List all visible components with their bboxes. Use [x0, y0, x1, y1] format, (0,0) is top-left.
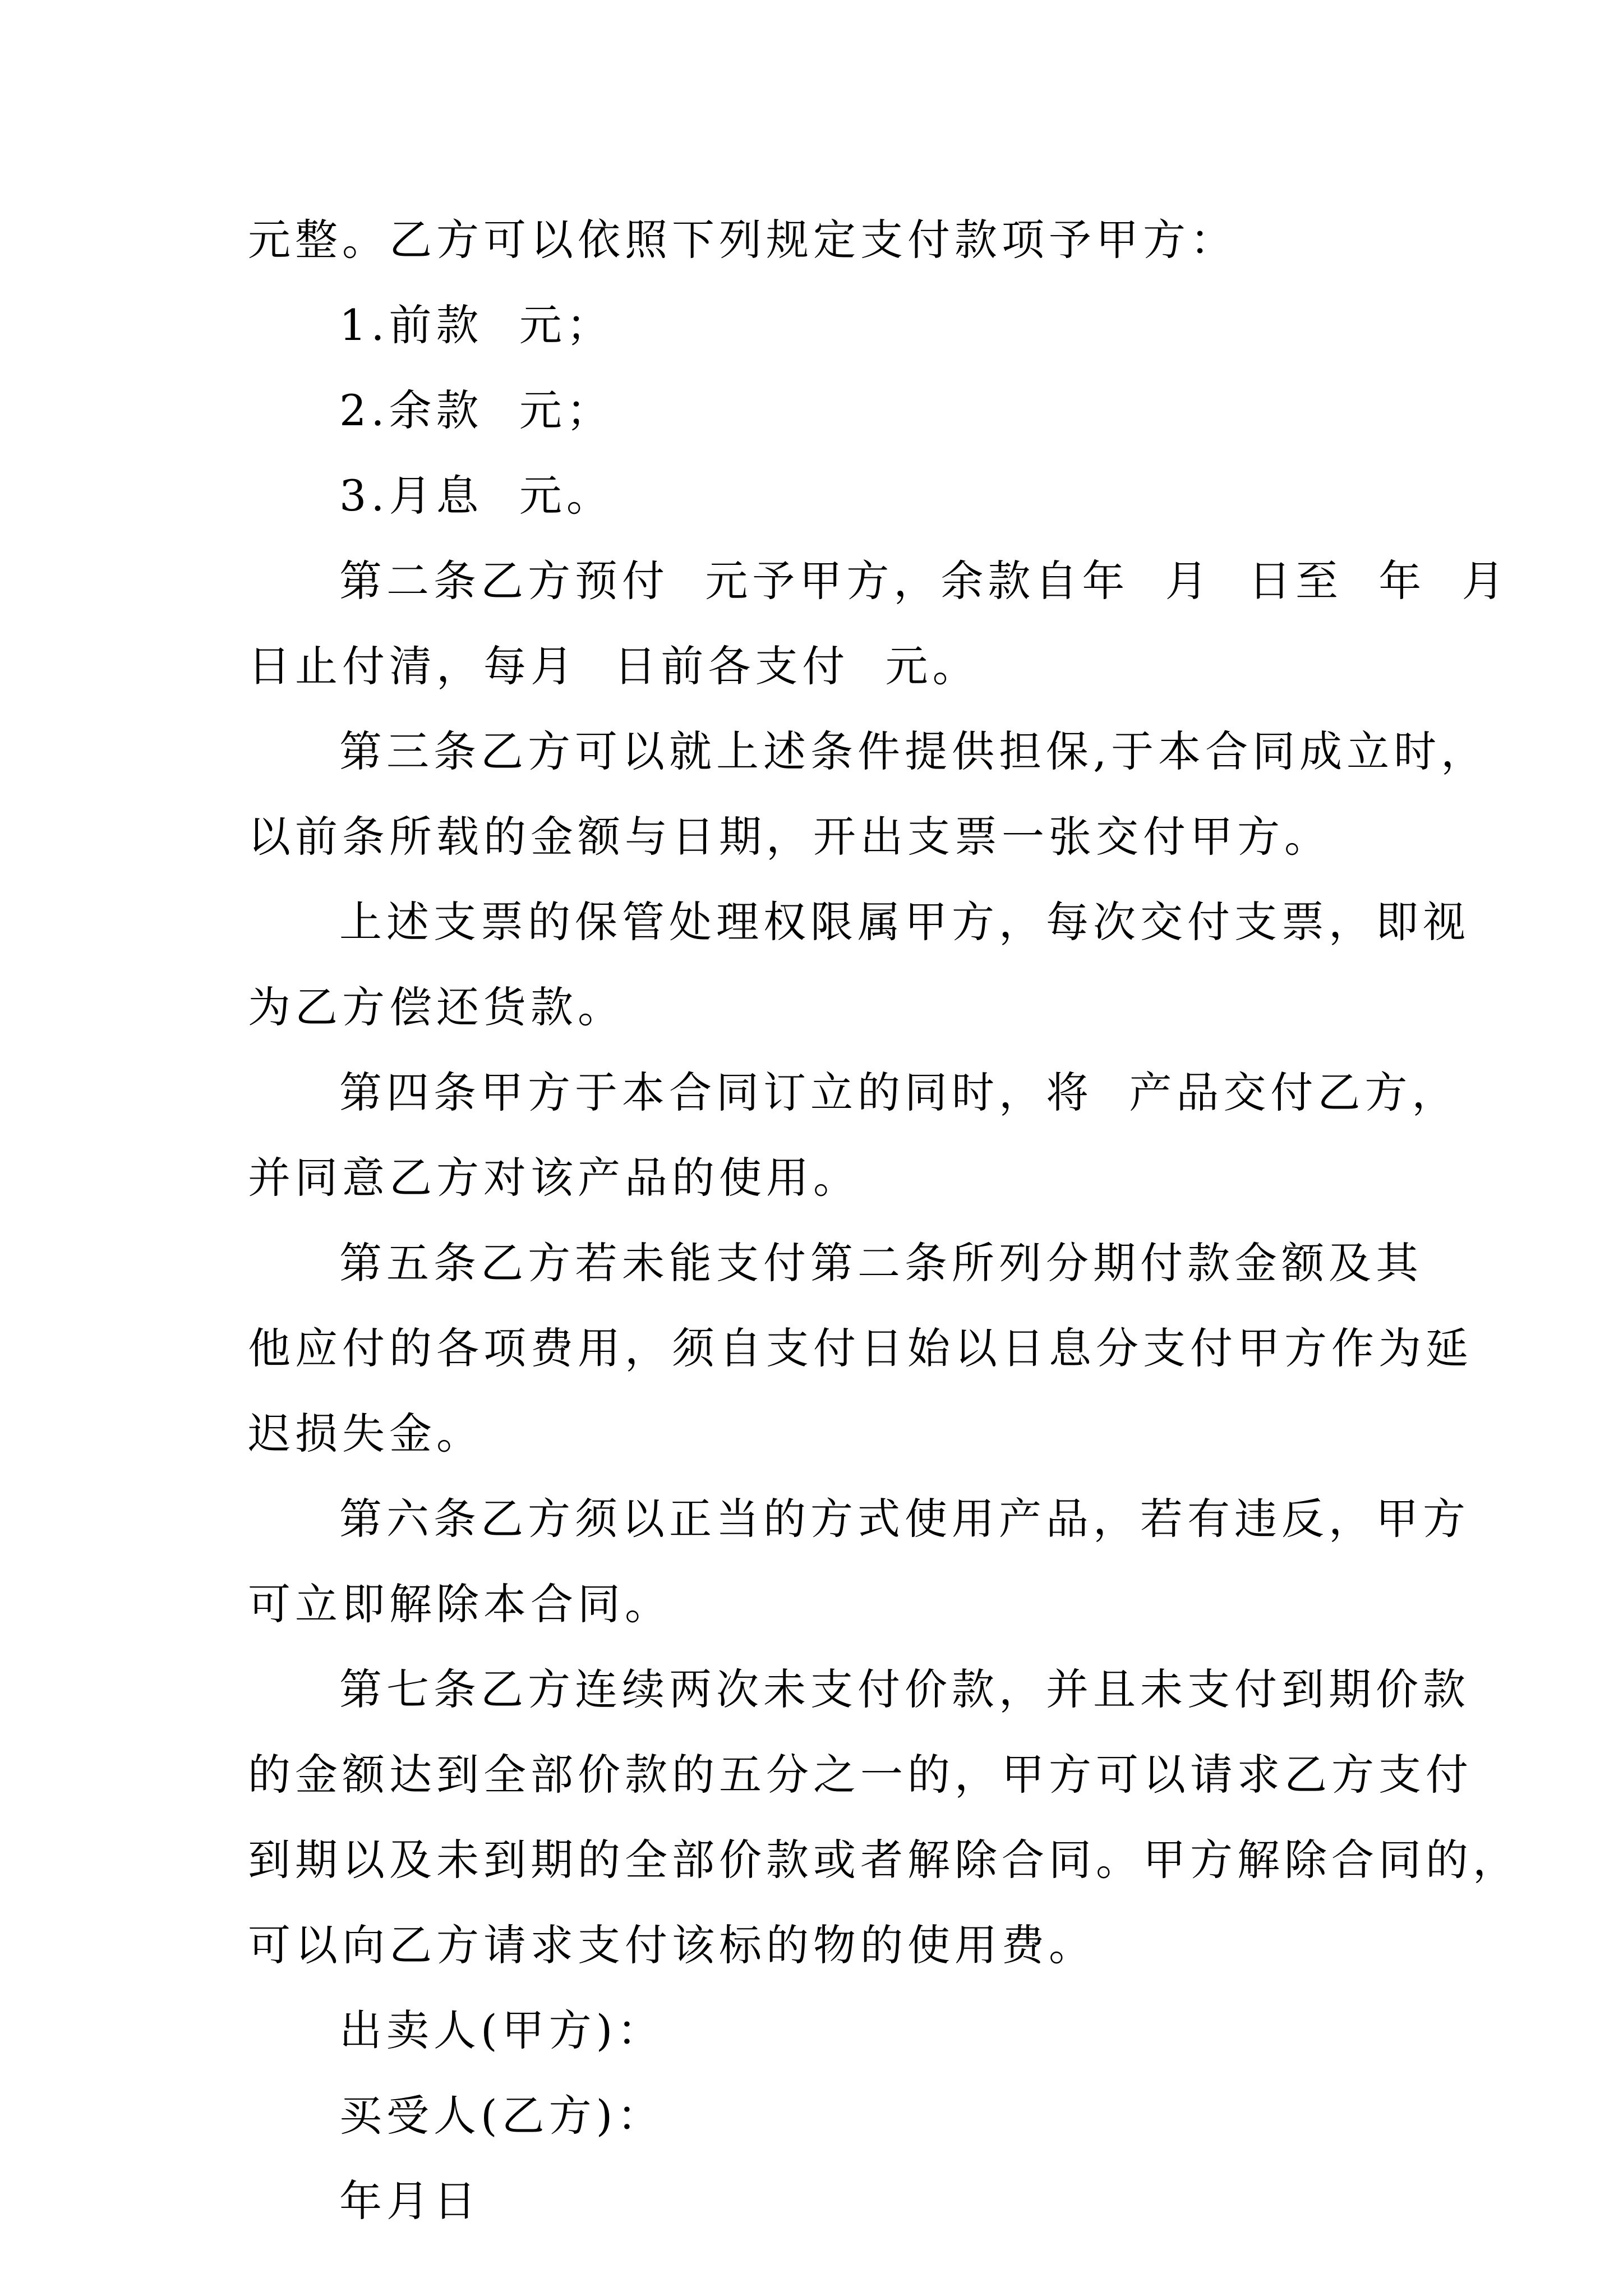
paragraph: [248, 453, 1392, 539]
text-line: 第三条乙方可以就上述条件提供担保,于本合同成立时，: [339, 726, 1488, 776]
text-line: 迟损失金。: [248, 1409, 483, 1458]
text-line: 元整。乙方可以依照下列规定支付款项予甲方：: [248, 215, 1237, 265]
text-line: 到期以及未到期的全部价款或者解除合同。甲方解除合同的，: [248, 1835, 1520, 1885]
paragraph: [248, 2159, 1392, 2244]
paragraph: [248, 1647, 1520, 1988]
paragraph: [248, 1221, 1473, 1476]
text-line: 可立即解除本合同。: [248, 1579, 672, 1629]
text-line: 上述支票的保管处理权限属甲方，每次交付支票，即视: [339, 897, 1470, 947]
text-line: 买受人(乙方)：: [339, 2091, 665, 2141]
paragraph: [248, 197, 1392, 283]
paragraph: [248, 283, 1392, 368]
contract-body: [248, 197, 1520, 2244]
text-line: 1.前款 元；: [339, 300, 614, 350]
text-line: 2.余款 元；: [339, 385, 614, 435]
text-line: 日止付清，每月 日前各支付 元。: [248, 641, 980, 691]
paragraph: [248, 1050, 1459, 1221]
paragraph: [248, 368, 1392, 453]
text-line: 3.月息 元。: [339, 471, 614, 521]
text-line: 第六条乙方须以正当的方式使用产品，若有违反，甲方: [339, 1494, 1470, 1544]
text-line: 出卖人(甲方)：: [339, 2005, 665, 2055]
text-line: 第七条乙方连续两次未支付价款，并且未支付到期价款: [339, 1664, 1470, 1714]
text-line: 可以向乙方请求支付该标的物的使用费。: [248, 1920, 1096, 1970]
paragraph: [248, 880, 1470, 1050]
text-line: 并同意乙方对该产品的使用。: [248, 1153, 860, 1203]
text-line: 他应付的各项费用，须自支付日始以日息分支付甲方作为延: [248, 1323, 1473, 1373]
paragraph: [248, 539, 1509, 709]
text-line: 第二条乙方预付 元予甲方，余款自年 月 日至 年 月: [339, 556, 1509, 606]
paragraph: [248, 2073, 1392, 2159]
text-line: 的金额达到全部价款的五分之一的，甲方可以请求乙方支付: [248, 1750, 1473, 1800]
text-line: 年月日: [339, 2176, 481, 2226]
paragraph: [248, 1476, 1470, 1647]
paragraph: [248, 1988, 1392, 2073]
text-line: 第四条甲方于本合同订立的同时，将 产品交付乙方，: [339, 1068, 1459, 1117]
text-line: 第五条乙方若未能支付第二条所列分期付款金额及其: [339, 1238, 1423, 1288]
text-line: 以前条所载的金额与日期，开出支票一张交付甲方。: [248, 812, 1331, 862]
paragraph: [248, 709, 1488, 880]
text-line: 为乙方偿还货款。: [248, 982, 625, 1032]
